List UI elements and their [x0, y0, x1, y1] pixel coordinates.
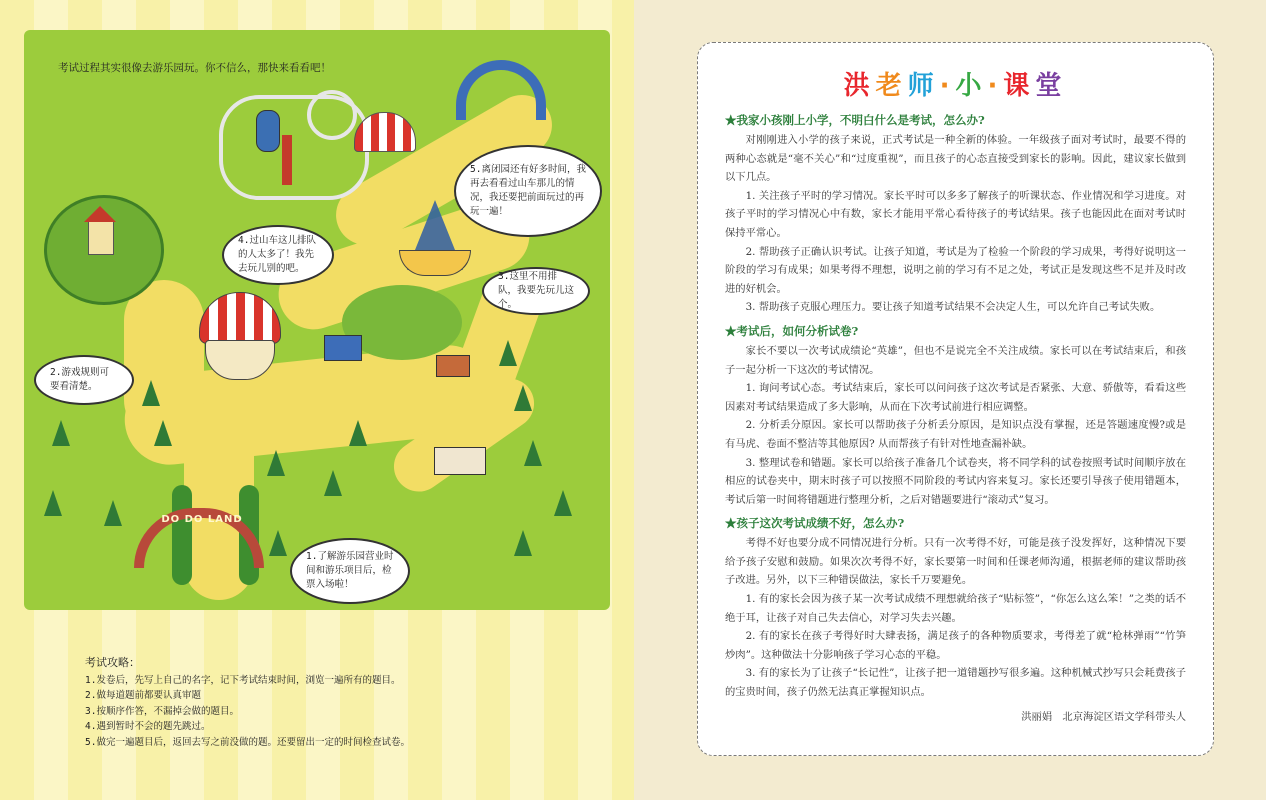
speech-bubble-2 — [34, 355, 134, 405]
tree — [104, 500, 122, 526]
paragraph: 对刚刚进入小学的孩子来说，正式考试是一种全新的体验。一年级孩子面对考试时，最要不得的两种心态就是“毫不关心”和“过度重视”，而且孩子的心态直接受到家长的影响。因此，建议家长做到以下几点。 — [725, 134, 1186, 184]
title-char: · — [939, 71, 956, 101]
paragraph: 3. 整理试卷和错题。家长可以给孩子准备几个试卷夹，将不同学科的试卷按照考试时间顺序放在相应的试卷夹中，期末时孩子可以按照不同阶段的考试内容来复习。家长还要引导孩子使用错题本，考试后第一时间将错题进行整理分析，之后对错题要进行“滚动式”复习。 — [725, 456, 1186, 506]
bubble-text: 4.过山车这儿排队的人太多了！我先去玩儿别的吧。 — [238, 235, 316, 274]
exam-tips — [85, 655, 525, 750]
bubble-text: 2.游戏规则可要看清楚。 — [50, 367, 109, 392]
speech-bubble-1 — [290, 538, 410, 604]
paragraph: 3. 有的家长为了让孩子“长记性”，让孩子把一道错题抄写很多遍。这种机械式抄写只会耗费孩子的宝贵时间，孩子仍然无法真正掌握知识点。 — [725, 667, 1186, 699]
bubble-text: 3.这里不用排队，我要先玩儿这个。 — [498, 271, 575, 310]
section-heading: ★我家小孩刚上小学，不明白什么是考试，怎么办? — [725, 113, 985, 127]
section-heading: ★孩子这次考试成绩不好，怎么办? — [725, 516, 905, 531]
paragraph: 2. 分析丢分原因。家长可以帮助孩子分析丢分原因，是知识点没有掌握，还是答题速度慢?或是有马虎、卷面不整洁等其他原因? 从而帮孩子有针对性地查漏补缺。 — [725, 419, 1186, 450]
author-signature: 洪丽娟 北京海淀区语文学科带头人 — [1021, 710, 1186, 723]
tip-item: 3.按顺序作答，不漏掉会做的题目。 — [85, 705, 239, 717]
tree — [324, 470, 342, 496]
maze-tower-roof — [84, 206, 116, 222]
blue-house — [324, 335, 362, 361]
title-char: 洪 — [843, 71, 876, 101]
tree — [349, 420, 367, 446]
carousel-roof — [199, 292, 281, 344]
tree — [514, 385, 532, 411]
lesson-title — [725, 65, 1186, 102]
coaster-loop — [307, 90, 357, 140]
paragraph: 1. 关注孩子平时的学习情况。家长平时可以多多了解孩子的听课状态、作业情况和学习进度。对孩子平时的学习情况心中有数，家长才能用平常心看待孩子的考试结果。孩子也能因此在面对考试时保持平常心。 — [725, 189, 1186, 239]
coaster-tower — [282, 135, 292, 185]
tree — [52, 420, 70, 446]
amusement-park-map — [24, 30, 610, 610]
tip-item: 1.发卷后，先写上自己的名字，记下考试结束时间，浏览一遍所有的题目。 — [85, 674, 401, 686]
tip-item: 5.做完一遍题目后，返回去写之前没做的题。还要留出一定的时间检查试卷。 — [85, 736, 410, 748]
top-arch — [456, 60, 546, 120]
title-char: · — [987, 71, 1004, 101]
tree — [514, 530, 532, 556]
red-house — [436, 355, 470, 377]
speech-bubble-3 — [482, 267, 590, 315]
coaster-car — [256, 110, 280, 152]
gate-sign: DO DO LAND — [161, 514, 243, 525]
paragraph: 2. 帮助孩子正确认识考试。让孩子知道，考试是为了检验一个阶段的学习成果，考得好说明这一阶段的学习有成果；如果考得不理想，说明之前的学习有不足之处，考试正是发现这些不足并及时改进的好机会。 — [725, 245, 1186, 295]
maze-tower — [88, 220, 114, 255]
title-char: 课 — [1003, 71, 1036, 101]
tree — [44, 490, 62, 516]
tree — [554, 490, 572, 516]
tree — [154, 420, 172, 446]
tree — [269, 530, 287, 556]
food-stand — [434, 447, 486, 475]
paragraph: 2. 有的家长在孩子考得好时大肆表扬，满足孩子的各种物质要求，考得差了就“枪林弹雨”“竹笋炒肉”。这种做法十分影响孩子学习心态的平稳。 — [725, 630, 1186, 661]
bubble-text: 5.离闭园还有好多时间，我再去看看过山车那儿的情况，我还要把前面玩过的再玩一遍！ — [470, 164, 586, 217]
tips-title: 考试攻略： — [85, 656, 140, 669]
section-heading: ★考试后，如何分析试卷? — [725, 323, 859, 338]
tree — [499, 340, 517, 366]
tree — [524, 440, 542, 466]
title-char: 小 — [955, 71, 988, 101]
title-char: 老 — [875, 71, 908, 101]
paragraph: 1. 询问考试心态。考试结束后，家长可以问问孩子这次考试是否紧张、大意、骄傲等，看看这些因素对考试结果造成了多大影响，从而在下次考试前进行相应调整。 — [725, 382, 1186, 413]
tree — [267, 450, 285, 476]
paragraph: 家长不要以一次考试成绩论“英雄”，但也不是说完全不关注成绩。家长可以在考试结束后，和孩子一起分析一下这次的考试情况。 — [725, 344, 1186, 376]
paragraph: 考得不好也要分成不同情况进行分析。只有一次考得不好，可能是孩子没发挥好，这种情况下要给予孩子安慰和鼓励。如果次次考得不好，家长要第一时间和任课老师沟通，根据老师的建议帮助孩子改进。另外，以下三种错误做法，家长千万要避免。 — [725, 537, 1186, 587]
tip-item: 4.遇到暂时不会的题先跳过。 — [85, 721, 211, 732]
paragraph: 1. 有的家长会因为孩子某一次考试成绩不理想就给孩子“贴标签”，“你怎么这么笨！”之类的话不绝于耳，让孩子对自己失去信心，对学习失去兴趣。 — [725, 593, 1186, 624]
title-char: 师 — [907, 71, 940, 101]
title-char: 堂 — [1035, 71, 1068, 101]
speech-bubble-5 — [454, 145, 602, 237]
bubble-text: 1.了解游乐园营业时间和游乐项目后，检票入场啦！ — [306, 551, 394, 590]
tip-item: 2.做每道题前都要认真审题 — [85, 690, 201, 701]
lesson-card — [697, 42, 1214, 756]
path-left-loop — [124, 280, 204, 440]
paragraph: 3. 帮助孩子克服心理压力。要让孩子知道考试结果不会决定人生，可以允许自己考试失败。 — [745, 301, 1161, 314]
speech-bubble-4 — [222, 225, 334, 285]
tree — [142, 380, 160, 406]
intro-text: 考试过程其实很像去游乐园玩。你不信么，那快来看看吧！ — [58, 62, 331, 74]
